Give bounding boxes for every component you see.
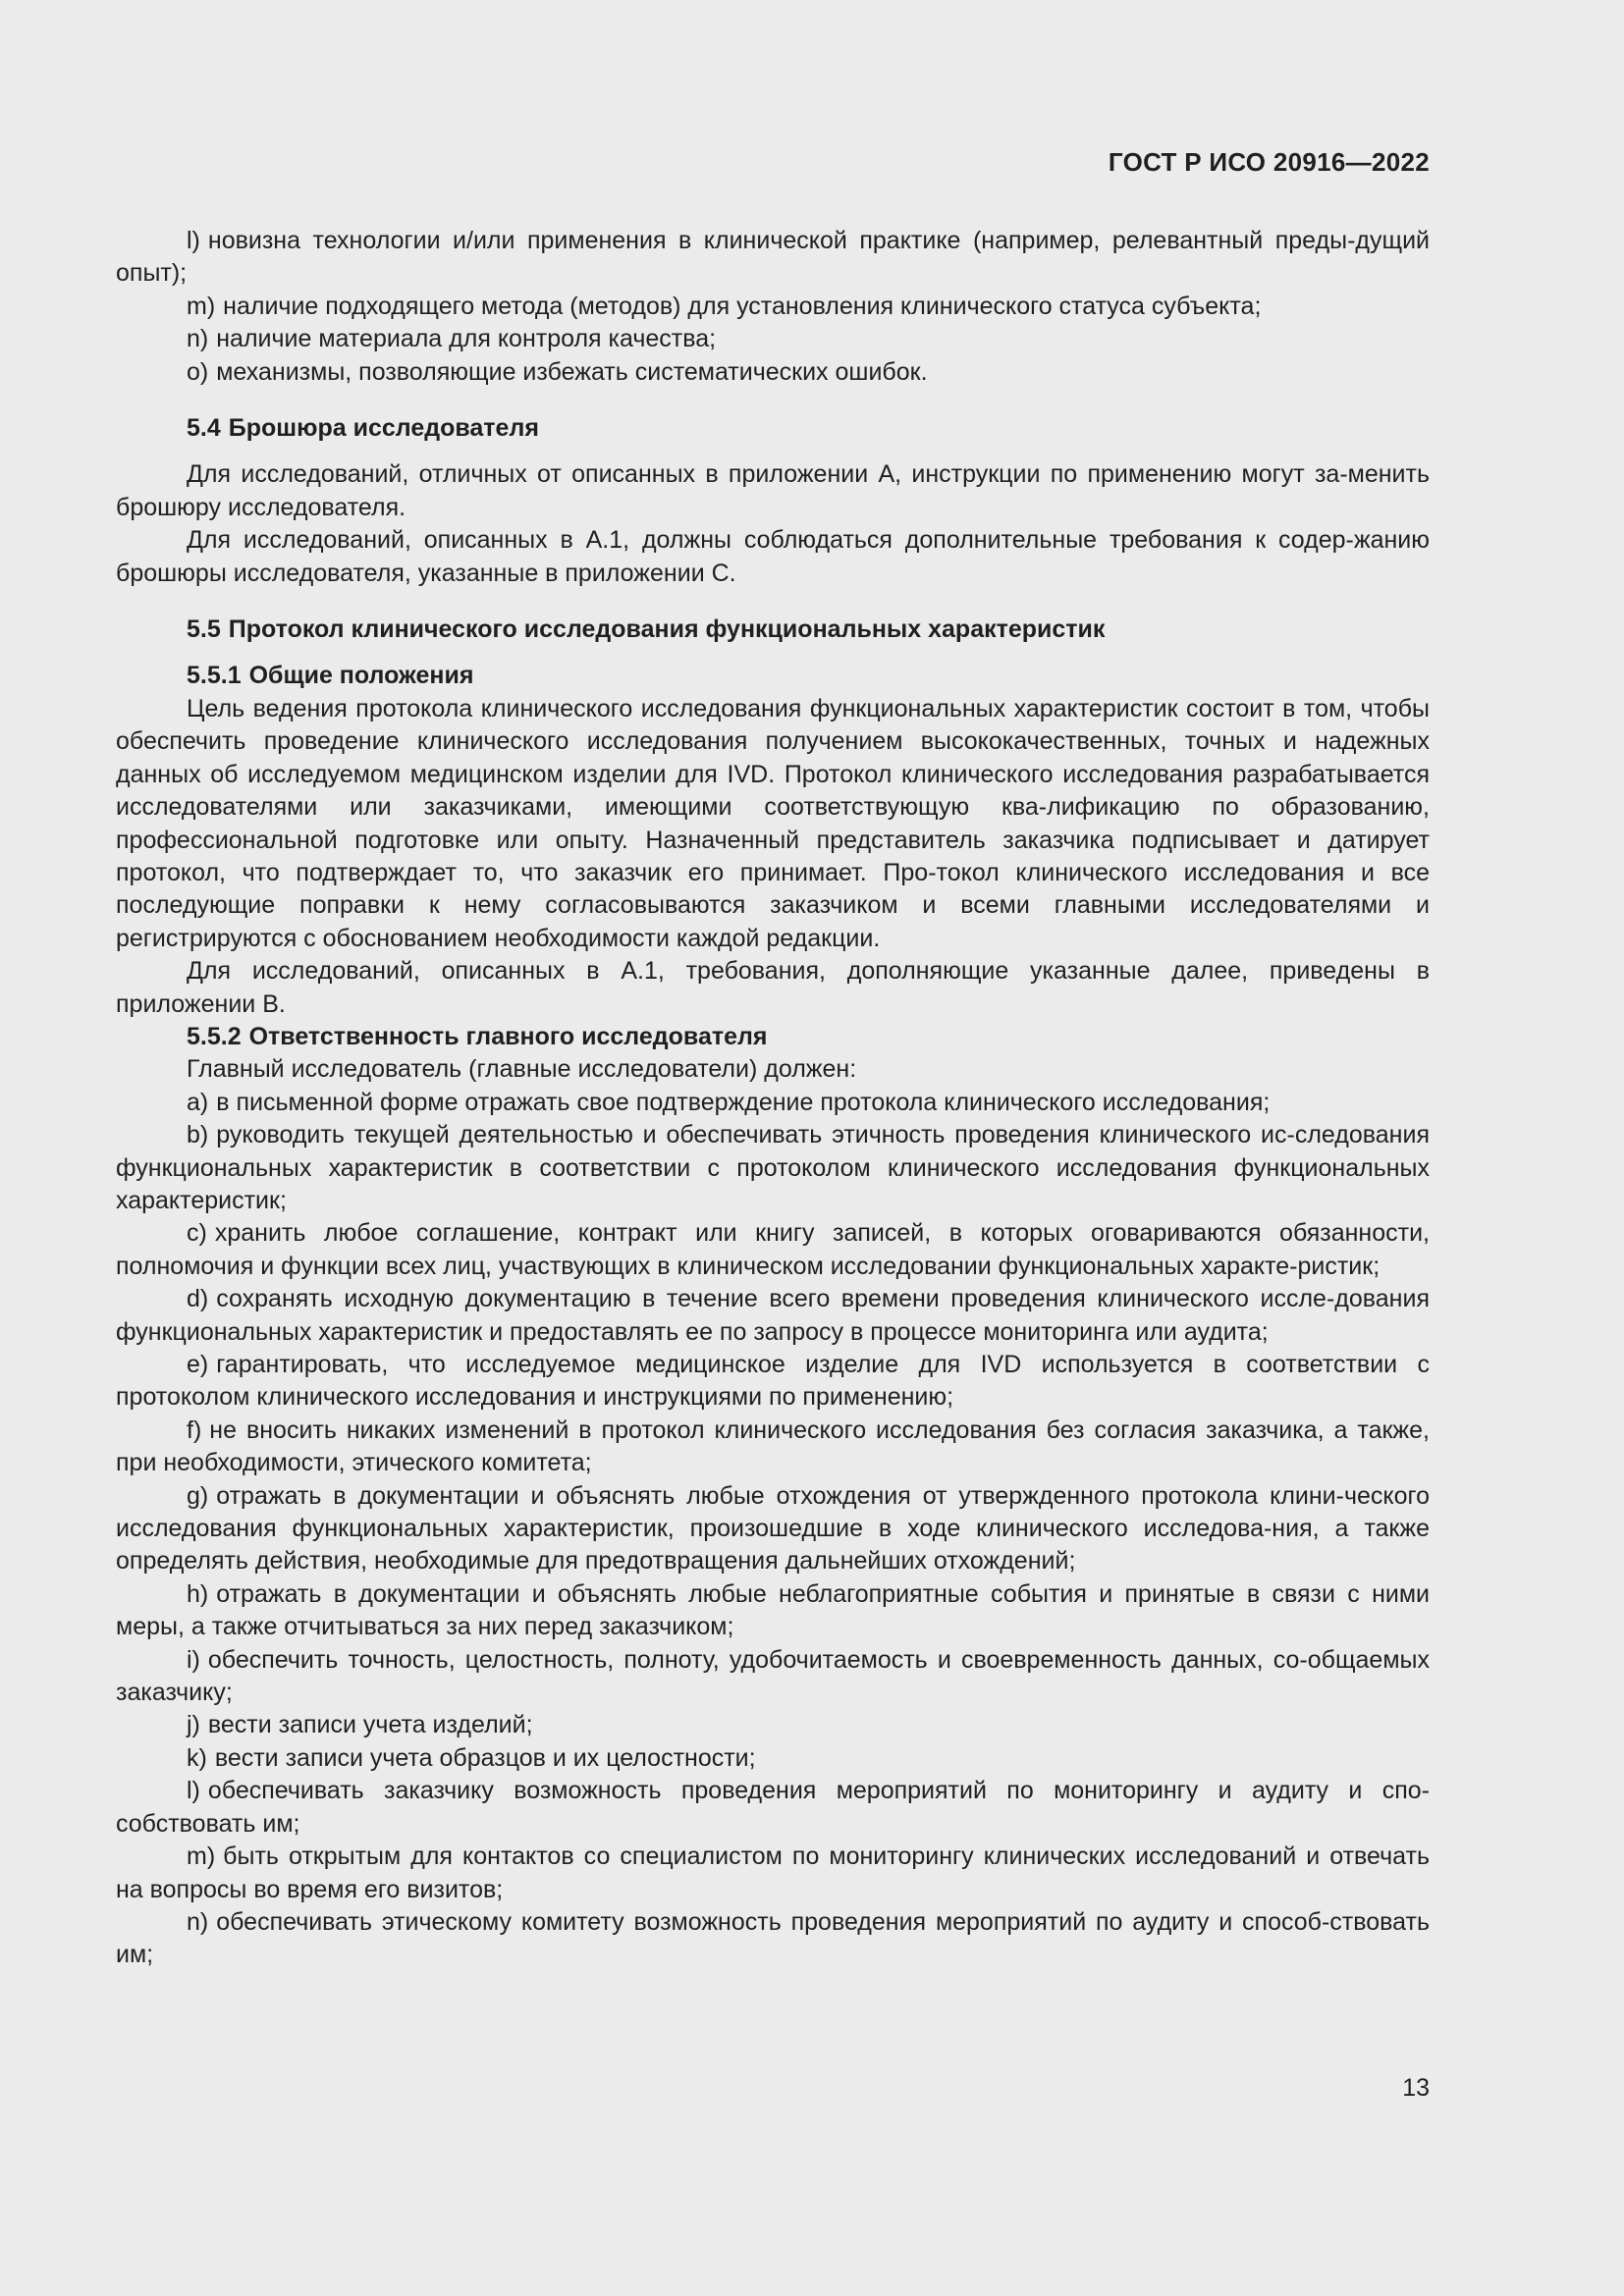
list-text: новизна технологии и/или применения в клинической практике (например, релевантный преды-дущий опыт); xyxy=(116,227,1430,288)
list-marker: e) xyxy=(187,1351,209,1378)
section-title: Протокол клинического исследования функциональных характеристик xyxy=(228,615,1106,644)
subsection-heading-5-5-2 xyxy=(116,1021,1430,1053)
list-marker: b) xyxy=(187,1121,209,1149)
document-header: ГОСТ Р ИСО 20916—2022 xyxy=(1108,147,1430,177)
section-number: 5.5.1 xyxy=(187,662,242,690)
list-item xyxy=(116,1709,1430,1741)
list-marker: c) xyxy=(187,1219,207,1248)
section-title: Ответственность главного исследователя xyxy=(248,1022,768,1050)
list-marker: a) xyxy=(187,1088,209,1116)
list-text: обеспечивать этическому комитету возможность проведения мероприятий по аудиту и способ-ствовать им; xyxy=(116,1907,1430,1969)
list-marker: h) xyxy=(187,1579,209,1608)
list-item xyxy=(116,1119,1430,1217)
list-item xyxy=(116,1415,1430,1480)
list-marker: g) xyxy=(187,1481,209,1510)
responsibility-list xyxy=(116,1087,1430,1972)
list-marker: n) xyxy=(187,1907,209,1936)
section-heading-5-4 xyxy=(116,412,1430,445)
section-title: Брошюра исследователя xyxy=(228,414,539,443)
list-text: отражать в документации и объяснять любые отхождения от утвержденного протокола клини-ческого исследования функциональных характеристик, произошедшие в ходе клинического исследова-ния, а также определять действия, необходимые для предотвращения дальнейших отхождений; xyxy=(116,1481,1430,1575)
list-text: вести записи учета образцов и их целостности; xyxy=(214,1743,756,1772)
paragraph: Для исследований, описанных в А.1, требования, дополняющие указанные далее, приведены в приложении В. xyxy=(116,957,1430,1018)
paragraph: Цель ведения протокола клинического исследования функциональных характеристик состоит в том, чтобы обеспечить проведение клинического исследования получением высококачественных, точных и надежных данных об исследуемом медицинском изделии для IVD. Протокол клинического исследования разрабатывается исследователями или заказчиками, имеющими соответствующую ква-лификацию по образованию, профессиональной подготовке или опыту. Назначенный представитель заказчика подписывает и датирует протокол, что подтверждает то, что заказчик его принимает. Про-токол клинического исследования и все последующие поправки к нему согласовываются заказчиком и всеми главными исследователями и регистрируются с обоснованием необходимости каждой редакции. xyxy=(116,694,1430,952)
list-item xyxy=(116,1087,1430,1119)
list-item xyxy=(116,1775,1430,1841)
list-text: вести записи учета изделий; xyxy=(207,1711,533,1739)
list-marker: o) xyxy=(187,357,209,386)
list-text: руководить текущей деятельностью и обеспечивать этичность проведения клинического ис-следования функциональных характеристик в соответствии с протоколом клинического исследования функциональных характеристик; xyxy=(116,1121,1430,1214)
section-heading-5-5 xyxy=(116,614,1430,646)
list-marker: d) xyxy=(187,1285,209,1313)
list-item xyxy=(116,1578,1430,1644)
list-item xyxy=(116,225,1430,291)
list-marker: m) xyxy=(187,292,216,320)
list-item xyxy=(116,356,1430,389)
section-number: 5.5.2 xyxy=(187,1022,242,1050)
list-item xyxy=(116,1283,1430,1349)
list-marker: m) xyxy=(187,1842,216,1871)
section-number: 5.5 xyxy=(187,615,221,644)
list-text: сохранять исходную документацию в течение всего времени проведения клинического иссле-дования функциональных характеристик и предоставлять ее по запросу в процессе мониторинга или аудита; xyxy=(116,1285,1430,1346)
paragraph: Для исследований, описанных в А.1, должны соблюдаться дополнительные требования к содер-жанию брошюры исследователя, указанные в приложении С. xyxy=(116,526,1430,587)
list-text: в письменной форме отражать свое подтверждение протокола клинического исследования; xyxy=(216,1088,1271,1116)
list-text: отражать в документации и объяснять любые неблагоприятные события и принятые в связи с ними меры, а также отчитываться за них перед заказчиком; xyxy=(116,1579,1430,1641)
list-text: наличие подходящего метода (методов) для установления клинического статуса субъекта; xyxy=(223,292,1262,320)
page-body xyxy=(116,225,1430,1972)
list-item xyxy=(116,1349,1430,1415)
list-text: обеспечивать заказчику возможность проведения мероприятий по мониторингу и аудиту и спо-собствовать им; xyxy=(116,1777,1430,1838)
list-item xyxy=(116,1742,1430,1775)
list-text: быть открытым для контактов со специалистом по мониторингу клинических исследований и отвечать на вопросы во время его визитов; xyxy=(116,1842,1430,1903)
list-item xyxy=(116,1906,1430,1972)
paragraph: Для исследований, отличных от описанных в приложении А, инструкции по применению могут за-менить брошюру исследователя. xyxy=(116,460,1430,521)
list-item xyxy=(116,291,1430,323)
list-item xyxy=(116,1217,1430,1283)
list-item xyxy=(116,1480,1430,1578)
section-title: Общие положения xyxy=(248,662,474,690)
list-marker: k) xyxy=(187,1743,207,1772)
section-number: 5.4 xyxy=(187,414,221,443)
continued-list xyxy=(116,225,1430,389)
list-item xyxy=(116,323,1430,355)
list-text: хранить любое соглашение, контракт или книгу записей, в которых оговариваются обязанности, полномочия и функции всех лиц, участвующих в клиническом исследовании функциональных характе-ристик; xyxy=(116,1219,1430,1280)
subsection-heading-5-5-1 xyxy=(116,660,1430,692)
list-text: обеспечить точность, целостность, полноту, удобочитаемость и своевременность данных, со-общаемых заказчику; xyxy=(116,1645,1430,1707)
list-text: гарантировать, что исследуемое медицинское изделие для IVD используется в соответствии с протоколом клинического исследования и инструкциями по применению; xyxy=(116,1351,1430,1412)
list-marker: f) xyxy=(187,1415,202,1444)
list-marker: n) xyxy=(187,325,209,353)
list-item xyxy=(116,1644,1430,1710)
list-item xyxy=(116,1841,1430,1906)
list-marker: l) xyxy=(187,1777,200,1805)
list-text: не вносить никаких изменений в протокол клинического исследования без согласия заказчика, а также, при необходимости, этического комитета; xyxy=(116,1415,1430,1477)
list-marker: i) xyxy=(187,1645,200,1674)
list-marker: j) xyxy=(187,1711,200,1739)
list-text: механизмы, позволяющие избежать систематических ошибок. xyxy=(216,357,928,386)
paragraph: Главный исследователь (главные исследователи) должен: xyxy=(187,1055,857,1084)
list-text: наличие материала для контроля качества; xyxy=(216,325,717,353)
list-marker: l) xyxy=(187,227,200,254)
page-number: 13 xyxy=(1402,2074,1430,2102)
